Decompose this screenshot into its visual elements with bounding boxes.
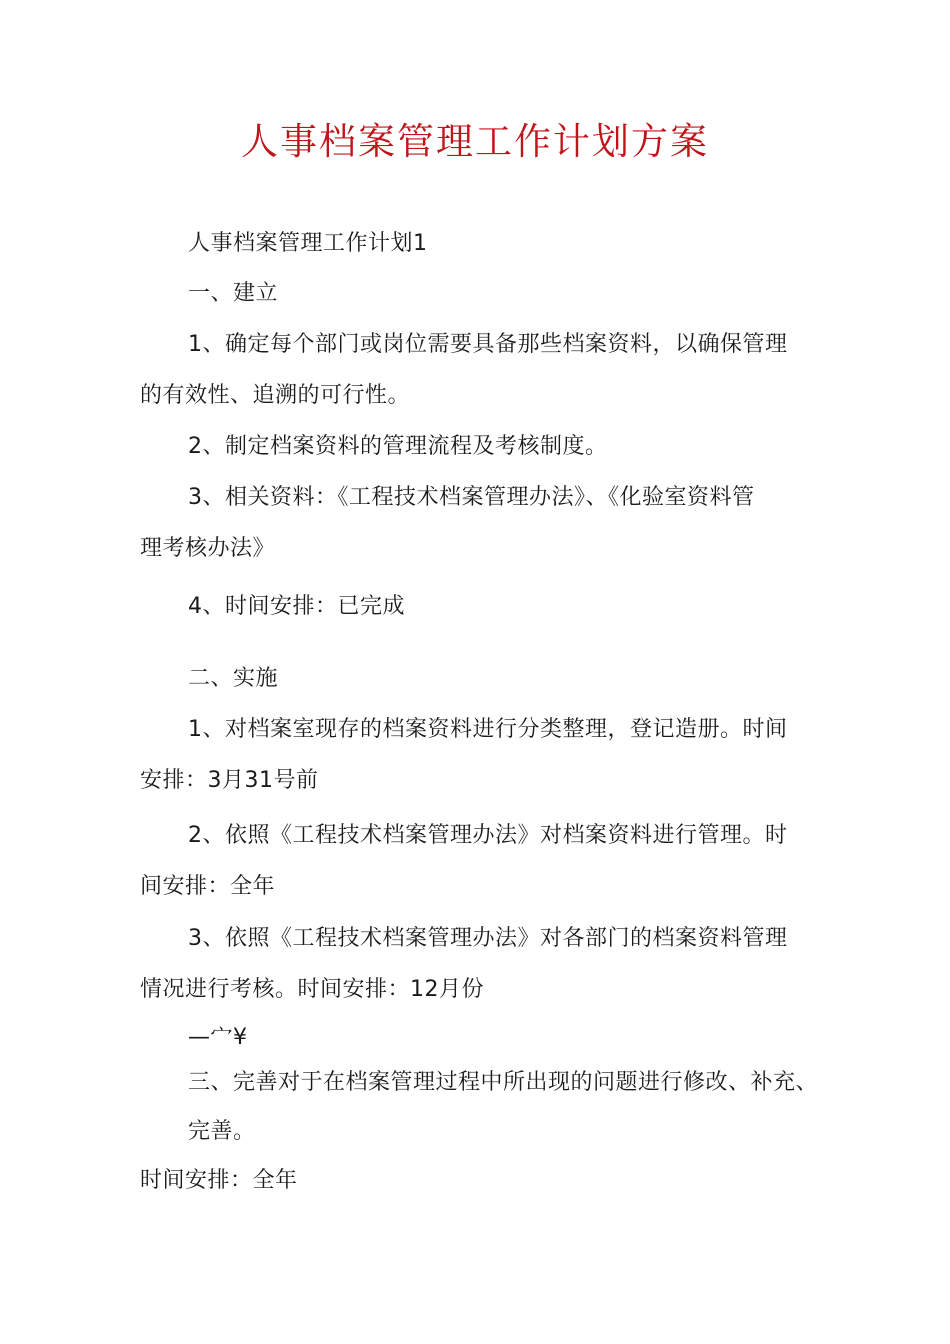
paragraph-line: 安排：3月31号前	[140, 768, 319, 793]
paragraph-line: 理考核办法》	[140, 536, 276, 561]
paragraph-line: 间安排：全年	[140, 874, 276, 899]
section-2-heading: 二、实施	[188, 666, 279, 691]
section-3-heading: 三、完善对于在档案管理过程中所出现的问题进行修改、补充、	[188, 1070, 819, 1095]
paragraph-line: 2、制定档案资料的管理流程及考核制度。	[188, 434, 608, 459]
plan-heading: 人事档案管理工作计划1	[188, 231, 428, 256]
paragraph-line: 4、时间安排：已完成	[188, 594, 405, 619]
paragraph-line: 3、相关资料：《工程技术档案管理办法》、《化验室资料管	[188, 485, 755, 510]
paragraph-line: 1、对档案室现存的档案资料进行分类整理，登记造册。时间	[188, 717, 788, 742]
section-1-heading: 一、建立	[188, 281, 279, 306]
paragraph-line: 的有效性、追溯的可行性。	[140, 383, 411, 408]
paragraph-line: 1、确定每个部门或岗位需要具备那些档案资料，以确保管理	[188, 332, 788, 357]
document-title: 人事档案管理工作计划方案	[241, 120, 709, 163]
paragraph-line: 情况进行考核。时间安排：12月份	[140, 977, 484, 1002]
paragraph-line: 2、依照《工程技术档案管理办法》对档案资料进行管理。时	[188, 823, 788, 848]
paragraph-line: 完善。	[188, 1119, 256, 1144]
garbled-heading: —宀¥	[188, 1025, 248, 1050]
paragraph-line: 时间安排：全年	[140, 1168, 298, 1193]
paragraph-line: 3、依照《工程技术档案管理办法》对各部门的档案资料管理	[188, 926, 788, 951]
